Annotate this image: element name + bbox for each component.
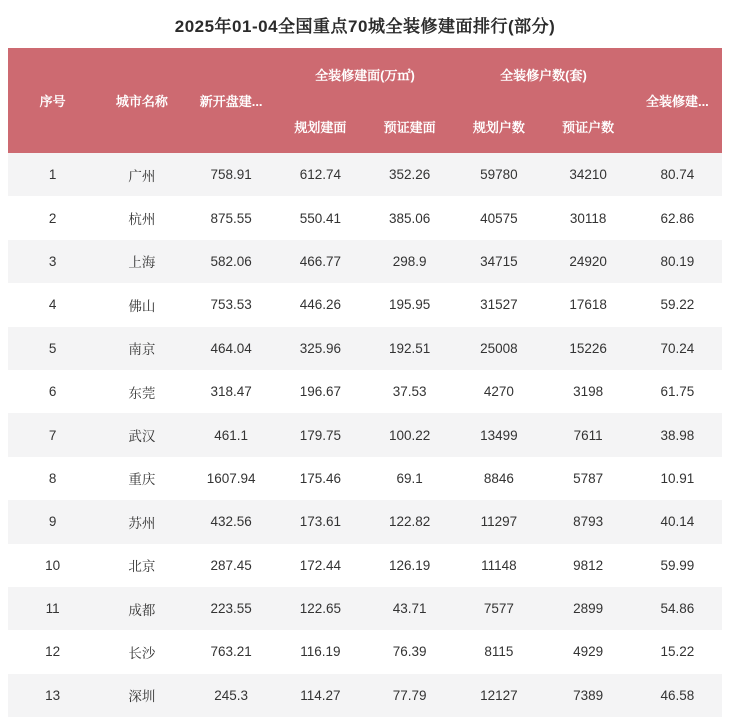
table-row [8,153,722,196]
table-row [8,630,722,673]
cell-area-planned: 175.46 [299,470,342,486]
cell-area-planned: 114.27 [300,687,341,703]
column-header-area-planned: 规划建面 [276,100,365,153]
cell-area-planned: 446.26 [299,297,342,313]
cell-area-planned: 116.19 [300,644,341,660]
cell-units-precert: 2899 [573,601,604,617]
cell-seq: 9 [48,514,57,530]
cell-units-planned: 25008 [480,340,518,356]
cell-ratio: 38.98 [660,427,695,443]
table-row [8,370,722,413]
cell-city: 上海 [128,255,156,271]
header-group-row [8,48,722,100]
cell-seq: 10 [45,557,61,573]
cell-ratio: 80.74 [660,167,695,183]
cell-new-open: 875.55 [210,210,252,226]
cell-area-precert: 69.1 [396,470,423,486]
cell-units-precert: 7389 [573,687,604,703]
cell-ratio: 46.58 [660,687,695,703]
cell-new-open: 753.53 [210,297,252,313]
title-bar [0,0,730,48]
cell-area-precert: 122.82 [388,514,431,530]
cell-units-precert: 30118 [569,210,607,226]
table-body [8,153,722,717]
cell-area-precert: 352.26 [388,167,431,183]
column-group-area: 全装修建面(万㎡) [276,48,455,100]
cell-city: 武汉 [128,429,156,445]
cell-area-planned: 550.41 [299,210,342,226]
cell-seq: 2 [48,210,57,226]
table-row [8,240,722,283]
cell-ratio: 10.91 [660,470,695,486]
cell-new-open: 464.04 [210,340,252,356]
cell-new-open: 582.06 [210,253,252,269]
cell-units-planned: 40575 [480,210,518,226]
cell-units-planned: 34715 [480,253,518,269]
cell-city: 南京 [128,342,156,358]
table-row [8,327,722,370]
cell-city: 重庆 [128,472,156,488]
cell-area-precert: 77.79 [392,687,427,703]
cell-city: 杭州 [128,212,156,228]
cell-units-planned: 4270 [483,384,514,400]
cell-area-planned: 179.75 [299,427,342,443]
cell-new-open: 461.1 [214,427,249,443]
cell-city: 广州 [128,168,156,184]
cell-area-planned: 466.77 [299,253,342,269]
cell-seq: 13 [45,687,61,703]
cell-units-precert: 5787 [573,470,604,486]
cell-area-precert: 126.19 [388,557,431,573]
cell-new-open: 318.47 [210,384,252,400]
cell-area-planned: 612.74 [299,167,342,183]
cell-seq: 3 [48,253,57,269]
table-row [8,196,722,239]
cell-area-precert: 37.53 [392,384,427,400]
cell-new-open: 763.21 [210,644,252,660]
cell-seq: 7 [48,427,57,443]
cell-seq: 1 [48,167,57,183]
cell-seq: 4 [48,297,57,313]
column-header-seq: 序号 [8,48,97,153]
cell-new-open: 1607.94 [206,470,256,486]
cell-units-planned: 13499 [480,427,518,443]
cell-area-planned: 173.61 [299,514,342,530]
cell-ratio: 70.24 [660,340,695,356]
column-header-new-open-truncated: 新开盘建... [187,48,276,153]
cell-units-precert: 4929 [573,644,604,660]
cell-ratio: 62.86 [660,210,695,226]
cell-city: 东莞 [128,385,156,401]
cell-city: 成都 [128,602,156,618]
cell-units-precert: 9812 [573,557,604,573]
cell-new-open: 287.45 [210,557,252,573]
cell-area-precert: 195.95 [388,297,431,313]
column-group-units: 全装修户数(套) [454,48,633,100]
cell-units-precert: 24920 [569,253,607,269]
table-row [8,413,722,456]
cell-area-precert: 76.39 [392,644,427,660]
cell-area-precert: 192.51 [388,340,431,356]
table-row [8,587,722,630]
cell-units-precert: 17618 [569,297,607,313]
cell-units-planned: 8846 [483,470,514,486]
cell-units-precert: 15226 [569,340,607,356]
column-header-area-precert: 预证建面 [365,100,454,153]
cell-units-planned: 31527 [480,297,518,313]
cell-city: 苏州 [128,515,156,531]
cell-units-planned: 11297 [480,514,518,530]
cell-units-precert: 8793 [573,514,604,530]
table-row [8,674,722,717]
cell-city: 佛山 [128,298,156,314]
ranking-table [8,48,722,717]
cell-units-planned: 8115 [484,644,514,660]
cell-seq: 11 [45,601,60,617]
cell-units-planned: 7577 [483,601,514,617]
cell-area-precert: 298.9 [392,253,427,269]
cell-new-open: 245.3 [214,687,249,703]
cell-area-precert: 385.06 [388,210,431,226]
cell-city: 长沙 [128,645,156,661]
column-header-units-precert: 预证户数 [544,100,633,153]
table-row [8,544,722,587]
cell-units-planned: 12127 [480,687,518,703]
cell-ratio: 59.99 [660,557,695,573]
table-header [8,48,722,153]
cell-area-planned: 122.65 [299,601,342,617]
cell-city: 深圳 [128,689,156,705]
cell-area-precert: 100.22 [388,427,431,443]
cell-new-open: 432.56 [210,514,252,530]
cell-area-planned: 172.44 [299,557,342,573]
cell-units-precert: 7611 [573,427,603,443]
cell-units-planned: 59780 [480,167,518,183]
cell-units-planned: 11148 [481,557,517,573]
column-header-city: 城市名称 [97,48,186,153]
page-title: 2025年01-04全国重点70城全装修建面排行(部分) [174,16,556,36]
cell-new-open: 758.91 [210,167,252,183]
cell-area-planned: 196.67 [299,384,342,400]
table-row [8,283,722,326]
cell-units-precert: 3198 [573,384,604,400]
cell-ratio: 61.75 [660,384,695,400]
cell-new-open: 223.55 [210,601,252,617]
cell-ratio: 54.86 [660,601,695,617]
table-row [8,500,722,543]
cell-seq: 8 [48,470,57,486]
cell-ratio: 59.22 [660,297,695,313]
cell-ratio: 40.14 [660,514,695,530]
cell-ratio: 80.19 [660,253,695,269]
cell-area-precert: 43.71 [392,601,427,617]
cell-seq: 5 [48,340,57,356]
cell-area-planned: 325.96 [299,340,342,356]
column-header-units-planned: 规划户数 [454,100,543,153]
column-header-ratio-truncated: 全装修建... [633,48,722,153]
cell-units-precert: 34210 [569,167,607,183]
cell-city: 北京 [128,559,156,575]
table-row [8,457,722,500]
cell-seq: 6 [48,384,57,400]
cell-seq: 12 [45,644,61,660]
cell-ratio: 15.22 [660,644,695,660]
